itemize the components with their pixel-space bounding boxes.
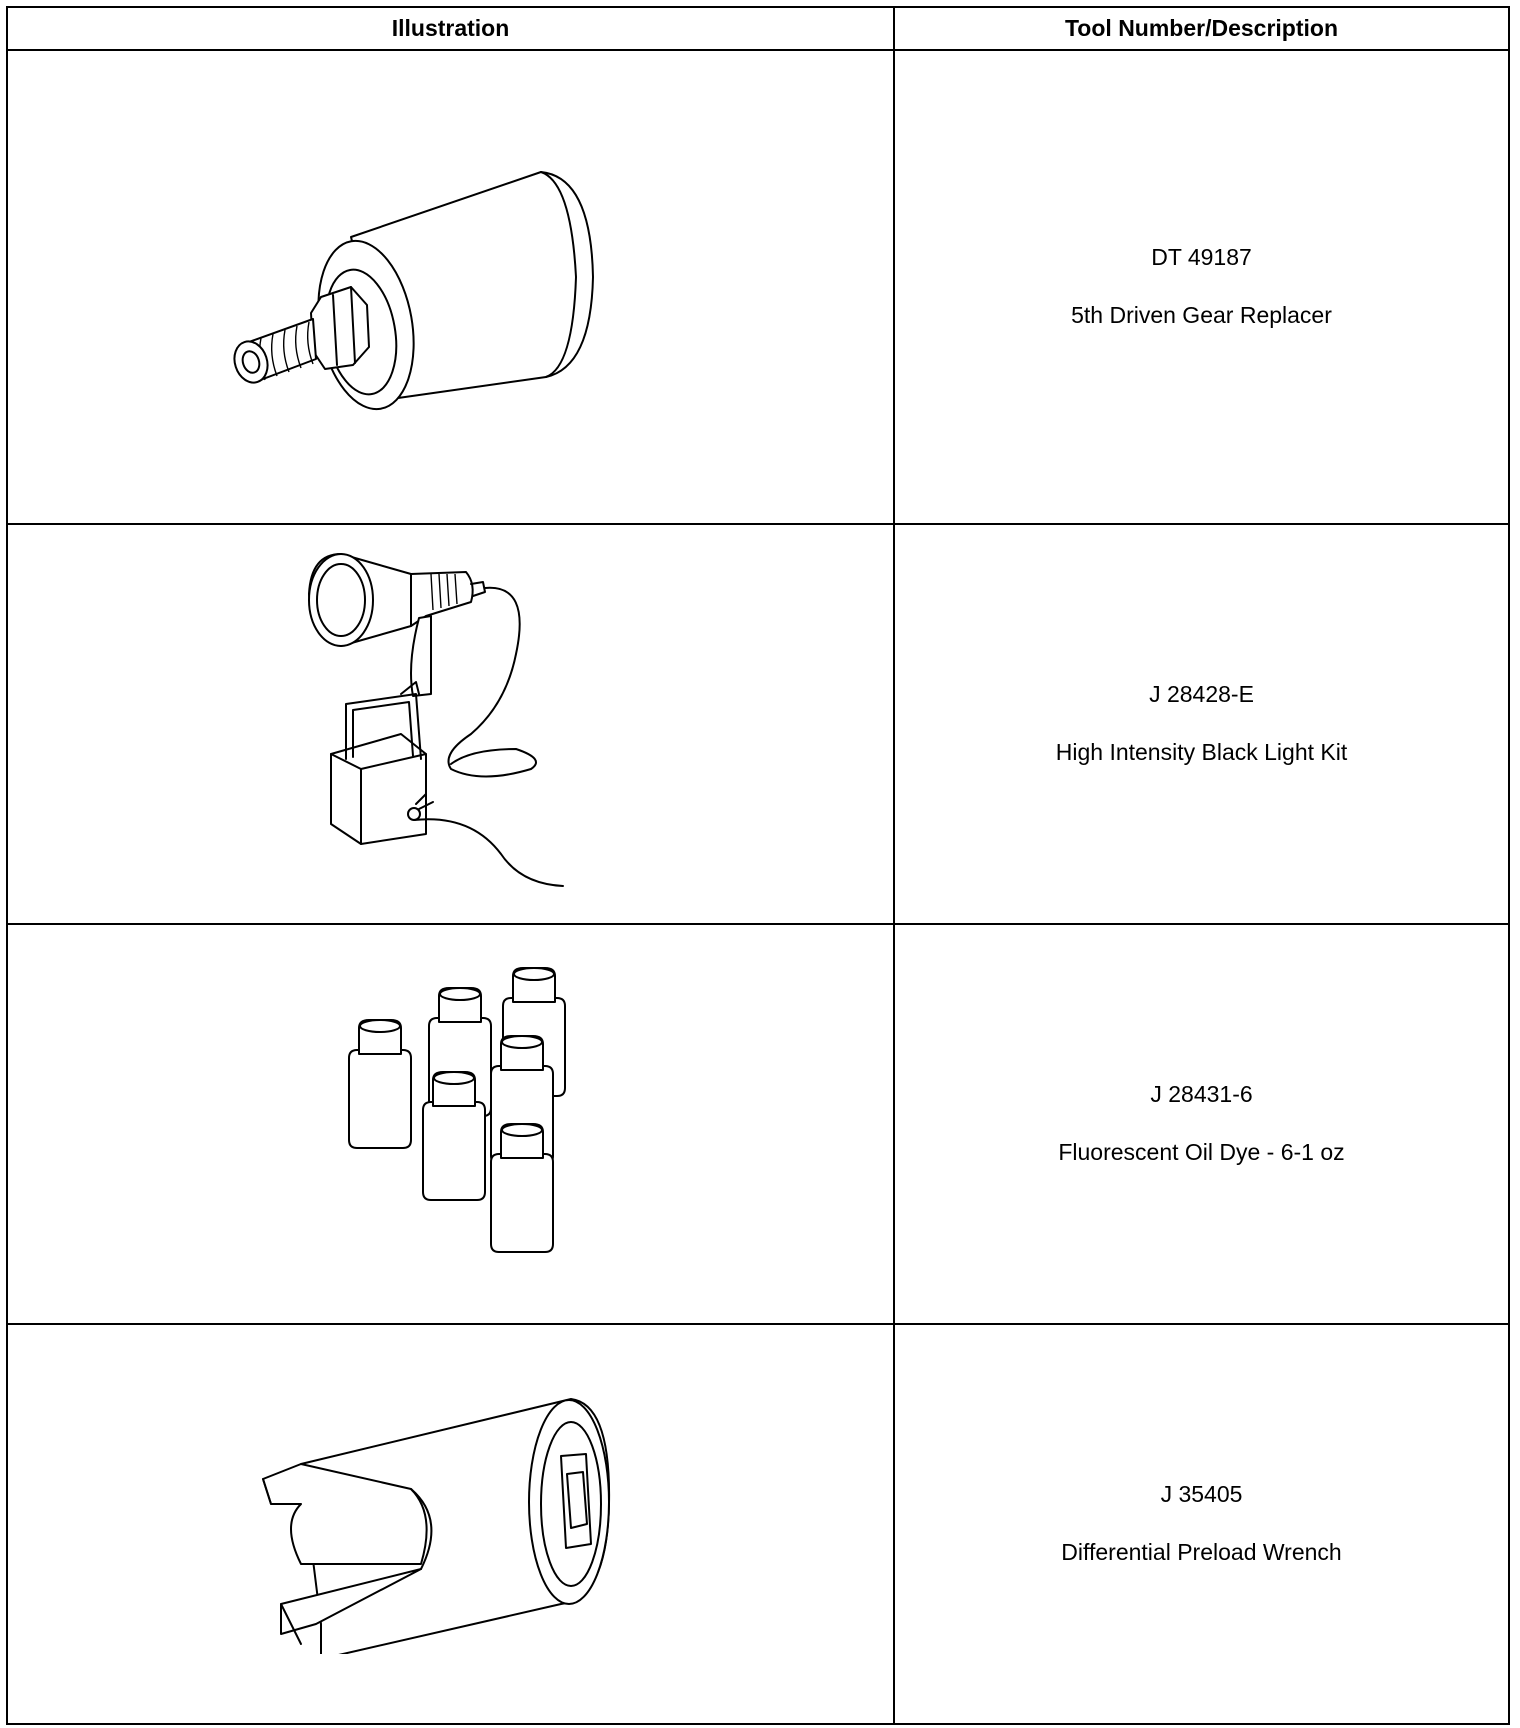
tool-number: J 28428-E — [1149, 681, 1254, 708]
tool-description-cell — [894, 50, 1509, 524]
illustration-cell — [7, 524, 894, 924]
oil-dye-bottles-illustration — [331, 964, 571, 1284]
tool-description-cell — [894, 524, 1509, 924]
tool-column-header: Tool Number/Description — [894, 7, 1509, 50]
illustration-cell — [7, 50, 894, 524]
tool-number: J 28431-6 — [1150, 1081, 1253, 1108]
special-tools-table — [6, 6, 1510, 1725]
table-header-row — [7, 7, 1509, 50]
illustration-cell — [7, 1324, 894, 1724]
black-light-kit-illustration — [301, 544, 601, 904]
tool-description: High Intensity Black Light Kit — [1055, 739, 1348, 765]
tool-description: Differential Preload Wrench — [1061, 1539, 1342, 1565]
table-row — [7, 50, 1509, 524]
illustration-cell — [7, 924, 894, 1324]
tool-description-cell — [894, 924, 1509, 1324]
illustration-column-header: Illustration — [7, 7, 894, 50]
table-row — [7, 924, 1509, 1324]
table-row — [7, 524, 1509, 924]
tool-description: Fluorescent Oil Dye - 6-1 oz — [1058, 1139, 1345, 1165]
table-row — [7, 1324, 1509, 1724]
tool-description: 5th Driven Gear Replacer — [1071, 302, 1332, 328]
tool-number: J 35405 — [1160, 1481, 1243, 1508]
preload-wrench-illustration — [261, 1394, 641, 1654]
tool-number: DT 49187 — [1151, 244, 1252, 271]
gear-replacer-illustration — [221, 137, 681, 437]
tool-description-cell — [894, 1324, 1509, 1724]
